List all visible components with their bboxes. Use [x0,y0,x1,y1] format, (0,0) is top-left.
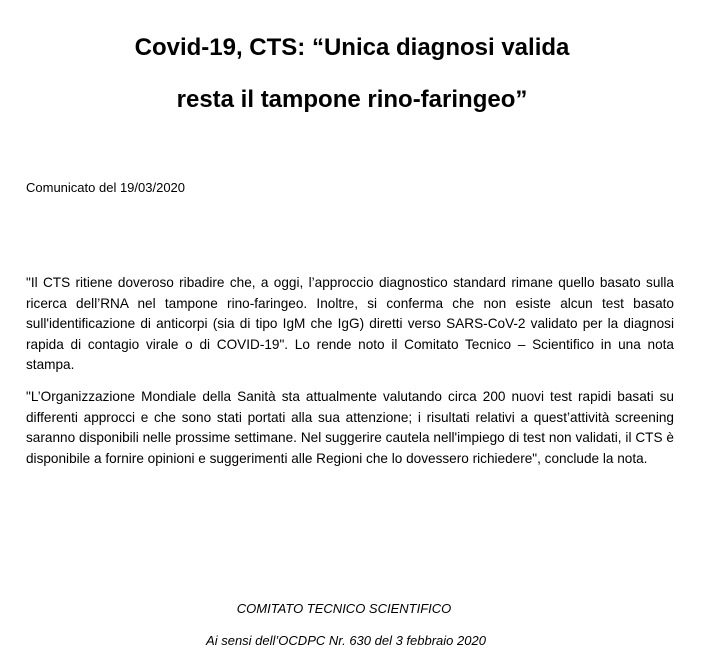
document-title-line-1: Covid-19, CTS: “Unica diagnosi valida [134,34,570,61]
signature-reference: Ai sensi dell’OCDPC Nr. 630 del 3 febbraio 2020 [206,633,486,648]
body-paragraph-1: "Il CTS ritiene doveroso ribadire che, a oggi, l’approccio diagnostico standard rimane quello basato sulla ricerca dell’RNA nel tampone rino-faringeo. Inoltre, si conferma che non esiste alcun test basato sull'identificazione di anticorpi (sia di tipo IgM che IgG) diretti verso SARS-CoV-2 validato per la diagnosi rapida di contagio virale o di COVID-19". Lo rende noto il Comitato Tecnico – Scientifico in una nota stampa. [26,275,674,373]
body-paragraph-2: "L’Organizzazione Mondiale della Sanità sta attualmente valutando circa 200 nuovi test rapidi basati su differenti approcci e che sono stati portati alla sua attenzione; i risultati relativi a quest’attività screening saranno disponibili nelle prossime settimane. Nel suggerire cautela nell'impiego di test non validati, il CTS è disponibile a fornire opinioni e suggerimenti alle Regioni che lo dovessero richiedere", conclude la nota. [26,389,674,466]
signature-committee: COMITATO TECNICO SCIENTIFICO [236,601,452,616]
document-title-line-2: resta il tampone rino-faringeo” [176,86,528,113]
press-release-date: Comunicato del 19/03/2020 [26,180,186,195]
